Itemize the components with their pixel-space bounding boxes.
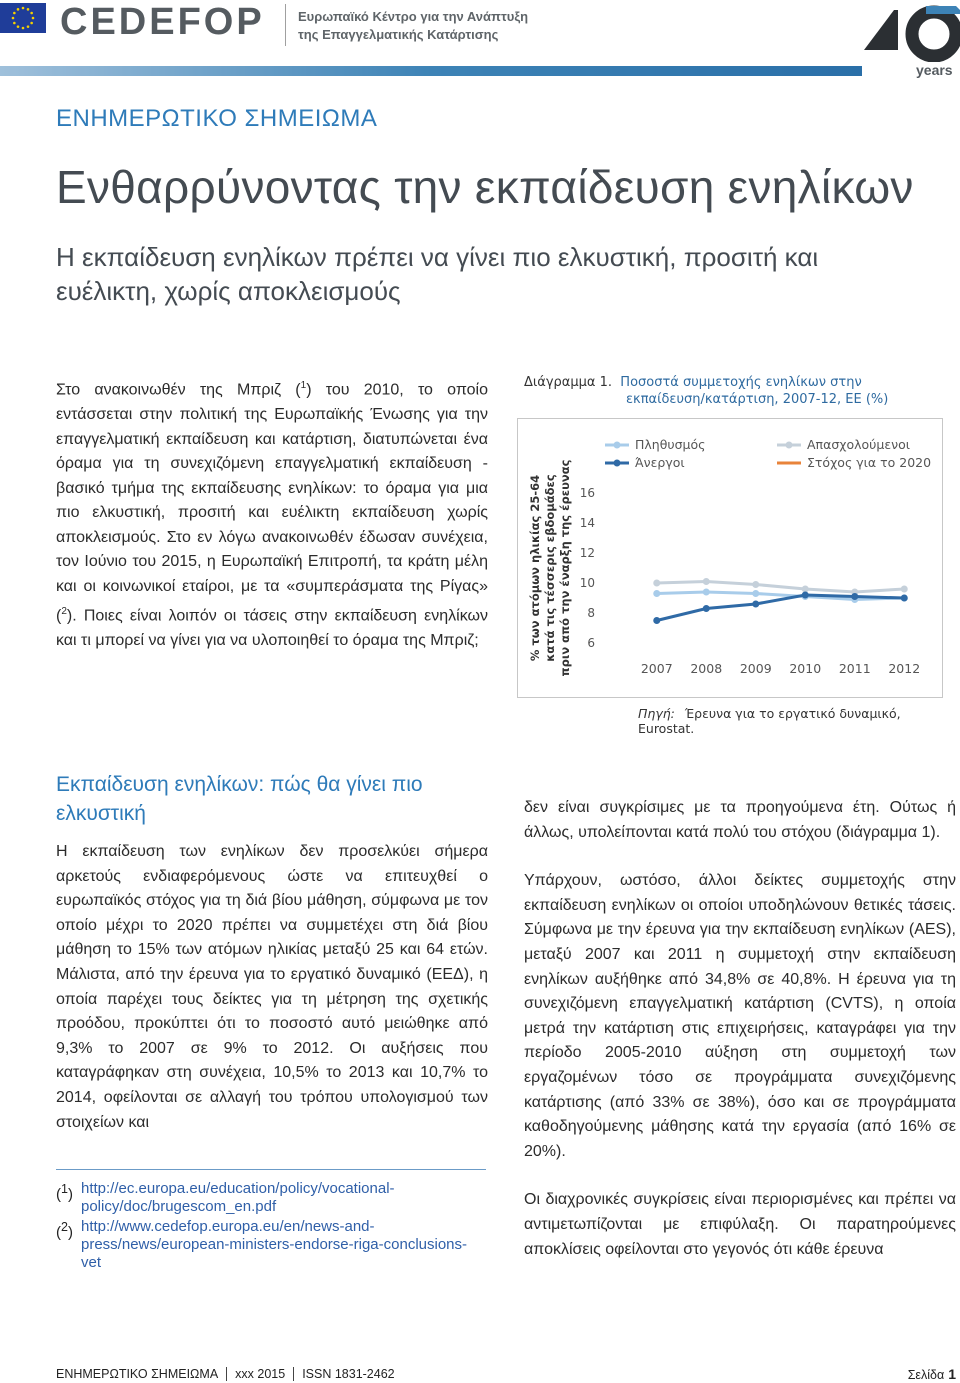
flag-star — [13, 22, 16, 25]
series-line — [657, 582, 905, 593]
anniversary-zero-shape — [912, 12, 956, 56]
flag-star — [27, 25, 30, 28]
flag-star — [30, 12, 33, 15]
footnote-ref-1[interactable]: 1 — [300, 380, 307, 391]
data-point — [703, 605, 710, 612]
flag-star — [22, 7, 25, 10]
header-color-bar — [0, 66, 862, 76]
footnote-number: ($^2$) — [56, 1220, 73, 1241]
section-body: Η εκπαίδευση των ενηλίκων δεν προσελκύει σήμερα αρκετούς ενδιαφερόμενους ώστε να επιτευχθεί ο ευρωπαϊκός στόχος για τη διά βίου μάθηση, σύμφωνα με τον οποίο μέχρι το 2020 πρέπει να συμμετέχει στη διά βίου μάθηση το 15% των ατόμων ηλικίας μεταξύ 25 και 64 ετών. Μάλιστα, από την έρευνα για το εργατικό δυναμικό (ΕΕΔ), η οποία παρέχει τους δείκτες για τη μέτρηση της σχετικής προόδου, προκύπτει ότι το ποσοστό αυτό μειώθηκε από 9,3% το 2007 σε 9% το 2012. Οι αυξήσεις που καταγράφηκαν στη συνέχεια, 10,5% το 2013 και 10,7% το 2014, οφείλονται σε αλλαγή του τρόπου υπολογισμού των στοιχείων και — [56, 843, 488, 1131]
footer-page-number: 1 — [948, 1366, 956, 1382]
chart-caption-title-line1: Ποσοστά συμμετοχής ενηλίκων στην — [620, 375, 862, 390]
intro-paragraph: Στο ανακοινωθέν της Μπριζ ($^1$) του 2010, το οποίο εντάσσεται στην πολιτική της Ευρωπαϊκής Ένωσης για την επαγγελματική εκπαίδευση και κατάρτιση, διατυπώνεται ένα όραμα για τη συνεχιζόμενη επαγγελματική εκπαίδευση - βασικό τμήμα της εκπαίδευσης ενηλίκων: το όραμα για μια πιο ελκυστική, προσιτή και ευέλικτη εκπαίδευση χωρίς αποκλεισμούς. Στο εν λόγω ανακοινωθέν έδωσαν συνέχεια, τον Ιούνιο του 2015, η Ευρωπαϊκή Επιτροπή, τα κράτη μέλη και οι κοινωνικοί εταίροι, με τα «συμπεράσματα της Ρίγας» ($^2$). Ποιες είναι λοιπόν οι τάσεις στην εκπαίδευση ενηλίκων και τι μπορεί να γίνει για να υλοποιηθεί το όραμα της Μπριζ; — [56, 380, 489, 649]
legend-marker — [614, 442, 621, 449]
x-tick-label: 2011 — [838, 661, 871, 676]
footer-doc-type: ΕΝΗΜΕΡΩΤΙΚΟ ΣΗΜΕΙΩΜΑ — [56, 1367, 219, 1381]
y-tick-label: 10 — [579, 576, 595, 590]
flag-star — [27, 8, 30, 11]
legend-label: Πληθυσμός — [635, 437, 706, 452]
flag-star — [17, 25, 20, 28]
y-tick-label: 16 — [579, 486, 595, 500]
data-point — [851, 593, 858, 600]
right-column — [524, 796, 956, 1286]
header-divider — [285, 4, 286, 46]
data-point — [901, 595, 908, 602]
flag-star — [13, 12, 16, 15]
data-point — [653, 590, 660, 597]
legend-label: Στόχος για το 2020 — [807, 455, 932, 470]
footer-separator — [226, 1367, 227, 1381]
page-footer — [56, 1366, 956, 1382]
y-tick-label: 8 — [587, 606, 595, 620]
data-point — [752, 590, 759, 597]
section-heading: Εκπαίδευση ενηλίκων: πώς θα γίνει πιο ελκυστική — [56, 773, 423, 825]
legend-label: Απασχολούμενοι — [807, 437, 910, 452]
header-org-line1: Ευρωπαϊκό Κέντρο για την Ανάπτυξη — [298, 9, 529, 24]
flag-star — [32, 17, 35, 20]
flag-star — [17, 8, 20, 11]
x-tick-label: 2008 — [690, 661, 723, 676]
footnote-link-2[interactable]: http://www.cedefop.europa.eu/en/news-and-press/news/european-ministers-endorse-riga-conclusions-vet — [81, 1218, 468, 1271]
data-point — [653, 580, 660, 587]
document-title: Ενθαρρύνοντας την εκπαίδευση ενηλίκων — [56, 161, 914, 213]
x-tick-label: 2007 — [640, 661, 673, 676]
footer-issn: ISSN 1831-2462 — [302, 1367, 395, 1381]
footer-page: Σελίδα 1 — [907, 1366, 956, 1382]
document-type-label: ΕΝΗΜΕΡΩΤΙΚΟ ΣΗΜΕΙΩΜΑ — [56, 105, 378, 132]
chart-caption-title-line2: εκπαίδευση/κατάρτιση, 2007-12, ΕΕ (%) — [626, 392, 889, 407]
flag-star — [12, 17, 15, 20]
header-org-line2: της Επαγγελματικής Κατάρτισης — [298, 27, 499, 42]
chart-source-text: Έρευνα για το εργατικό δυναμικό, Eurostat. — [638, 706, 901, 736]
footnote-1 — [56, 1180, 486, 1216]
footnote-link-1[interactable]: http://ec.europa.eu/education/policy/vocational-policy/doc/brugescom_en.pdf — [81, 1180, 395, 1215]
y-axis-label: % των ατόμων ηλικίας 25-64 — [528, 474, 542, 662]
eu-flag-icon — [0, 3, 46, 33]
footer-separator — [293, 1367, 294, 1381]
data-point — [703, 589, 710, 596]
anniversary-number: 40 — [874, 59, 876, 60]
data-point — [703, 578, 710, 585]
data-point — [653, 617, 660, 624]
anniversary-years-label: years — [916, 62, 953, 78]
legend-marker — [614, 460, 621, 467]
chart-source-label: Πηγή: — [638, 706, 675, 721]
anniversary-four-shape — [864, 10, 898, 50]
chart-source — [638, 706, 960, 736]
x-tick-label: 2009 — [739, 661, 772, 676]
right-column-paragraph-3: Οι διαχρονικές συγκρίσεις είναι περιορισμένες και πρέπει να αντιμετωπίζονται με επιφύλαξη. Οι παρατηρούμενες αποκλίσεις οφείλονται στο γεγονός ότι κάθε έρευνα — [524, 1191, 956, 1258]
legend-label: Άνεργοι — [635, 455, 685, 470]
y-tick-label: 6 — [587, 636, 595, 650]
footnotes — [56, 1180, 486, 1274]
data-point — [752, 601, 759, 608]
footnote-number: ($^1$) — [56, 1182, 73, 1203]
legend-marker — [786, 442, 793, 449]
document-subtitle: Η εκπαίδευση ενηλίκων πρέπει να γίνει πιο ελκυστική, προσιτή και ευέλικτη, χωρίς αποκλεισμούς — [56, 242, 819, 306]
line-chart — [517, 418, 943, 698]
y-axis-label: πριν από την έναρξη της έρευνας — [558, 459, 572, 677]
chart-caption-label: Διάγραμμα 1. — [524, 375, 613, 390]
footnote-ref-2[interactable]: 2 — [61, 605, 67, 617]
x-tick-label: 2010 — [789, 661, 822, 676]
flag-star — [22, 27, 25, 30]
footnote-2 — [56, 1218, 486, 1272]
header-organisation — [298, 8, 528, 44]
cedefop-logo: CEDEFOP — [60, 1, 265, 43]
data-point — [901, 586, 908, 593]
footnote-rule — [56, 1169, 486, 1170]
right-column-paragraph-1: δεν είναι συγκρίσιμες με τα προηγούμενα έτη. Ούτως ή άλλως, υπολείπονται κατά πολύ του στόχου (διάγραμμα 1). — [524, 799, 956, 841]
footer-date: xxx 2015 — [235, 1367, 286, 1381]
right-column-paragraph-2: Υπάρχουν, ωστόσο, άλλοι δείκτες συμμετοχής στην εκπαίδευση ενηλίκων οι οποίοι υποδηλώνουν θετικές τάσεις. Σύμφωνα με την έρευνα για την εκπαίδευση ενηλίκων (AES), μεταξύ 2007 και 2011 η συμμετοχή στην εκπαίδευση ενηλίκων αυξήθηκε από 34,8% σε 40,8%. Η έρευνα για τη συνεχιζόμενη επαγγελματική κατάρτιση (CVTS), η οποία μετρά την κατάρτιση στις επιχειρήσεις, καταγράφει για την περίοδο 2005-2010 αύξηση στη συμμετοχή των εργαζομένων τόσο σε προγράμματα συνεχιζόμενης κατάρτισης (από 33% σε 38%), όσο και σε προγράμματα καθοδηγούμενης μάθησης κατά την εργασία (από 16% σε 20%). — [524, 872, 956, 1160]
data-point — [802, 592, 809, 599]
x-tick-label: 2012 — [888, 661, 921, 676]
y-tick-label: 14 — [579, 516, 595, 530]
chart-caption — [524, 374, 888, 408]
y-tick-label: 12 — [579, 546, 595, 560]
flag-star — [30, 22, 33, 25]
data-point — [752, 581, 759, 588]
data-point — [802, 586, 809, 593]
y-axis-label: κατά τις τέσσερις εβδομάδες — [543, 474, 557, 662]
